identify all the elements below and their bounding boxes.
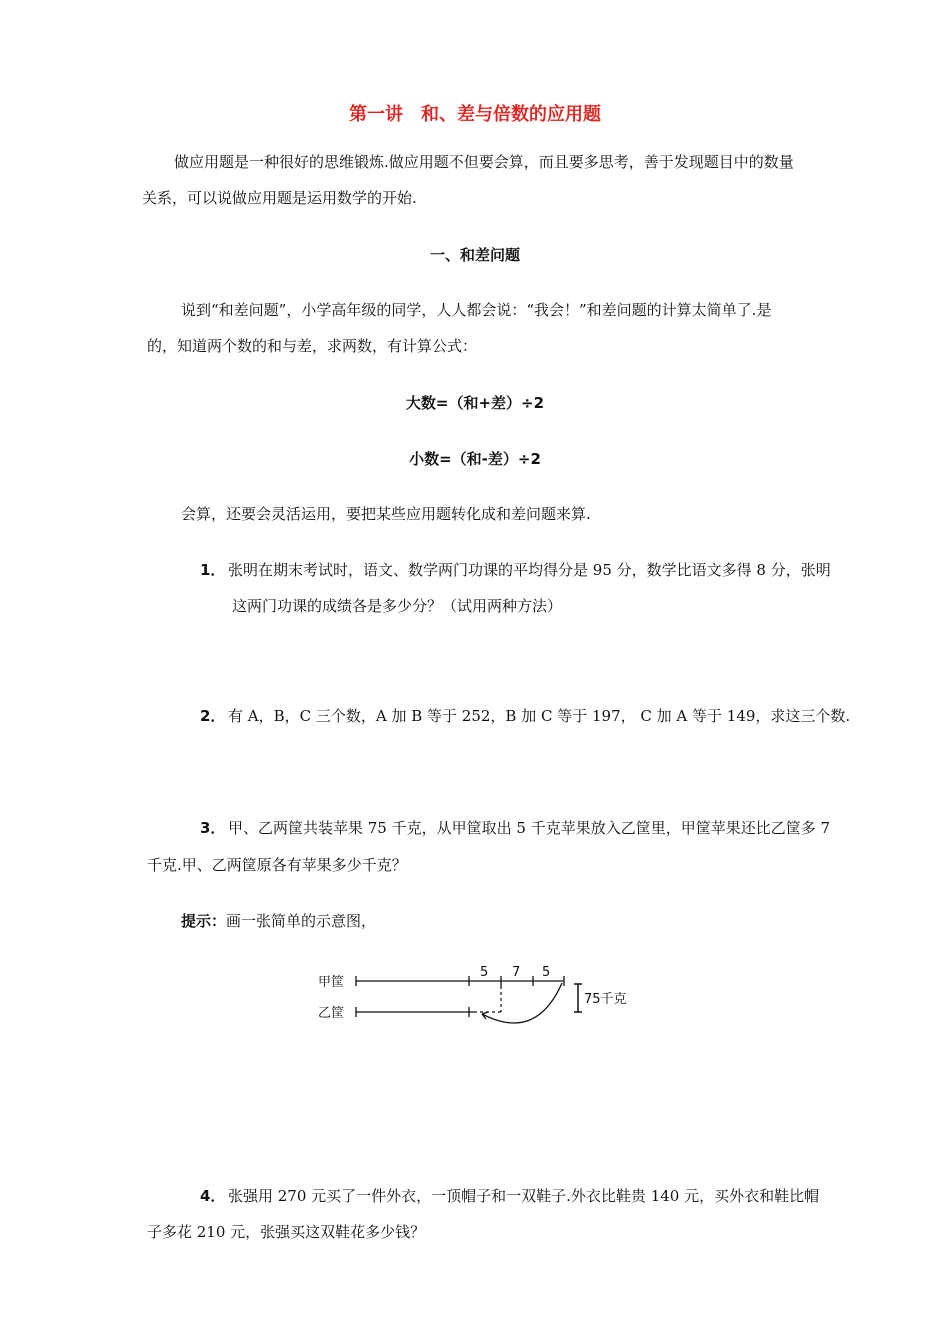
problem-text-line1: 甲、乙两筐共装苹果 75 千克，从甲筐取出 5 千克苹果放入乙筐里，甲筐苹果还比乙筐多 7 bbox=[228, 819, 831, 837]
segment-label-1: 5 bbox=[480, 965, 489, 980]
problem-text-line1: 张强用 270 元买了一件外衣，一顶帽子和一双鞋子.外衣比鞋贵 140 元，买外衣和鞋比帽 bbox=[228, 1187, 820, 1205]
problem-number: 1． bbox=[200, 561, 226, 579]
section-heading: 一、和差问题 bbox=[429, 246, 520, 264]
label-yi: 乙筐 bbox=[318, 1006, 345, 1021]
problem-number: 3． bbox=[200, 819, 226, 837]
hint-text: 画一张简单的示意图， bbox=[226, 912, 377, 930]
basket-diagram bbox=[316, 962, 646, 1042]
section-paragraph-line2: 的，知道两个数的和与差，求两数，有计算公式： bbox=[147, 337, 478, 355]
section-paragraph-2: 会算，还要会灵活运用，要把某些应用题转化成和差问题来算. bbox=[181, 505, 591, 523]
label-jia: 甲筐 bbox=[318, 975, 345, 990]
intro-paragraph-line1: 做应用题是一种很好的思维锻炼.做应用题不但要会算，而且要多思考，善于发现题目中的数量 bbox=[174, 153, 794, 171]
problem-number: 4． bbox=[200, 1187, 226, 1205]
formula-big-number: 大数=（和+差）÷2 bbox=[405, 394, 545, 412]
problem-text-line1: 有 A，B，C 三个数，A 加 B 等于 252，B 加 C 等于 197， C 加 A 等于 149，求这三个数. bbox=[228, 707, 851, 725]
page-title: 第一讲 和、差与倍数的应用题 bbox=[349, 104, 601, 125]
transfer-curve bbox=[482, 983, 562, 1023]
problem-text-line2: 这两门功课的成绩各是多少分？（试用两种方法） bbox=[232, 597, 563, 615]
total-label: 75千克 bbox=[584, 992, 627, 1007]
problem-text-line2: 子多花 210 元，张强买这双鞋花多少钱？ bbox=[147, 1223, 426, 1241]
section-paragraph-line1: 说到“和差问题”，小学高年级的同学，人人都会说：“我会！”和差问题的计算太简单了.是 bbox=[181, 301, 772, 319]
problem-text-line2: 千克.甲、乙两筐原各有苹果多少千克？ bbox=[147, 856, 407, 874]
formula-small-number: 小数=（和-差）÷2 bbox=[409, 450, 541, 468]
hint bbox=[181, 911, 376, 931]
hint-label: 提示： bbox=[181, 912, 227, 930]
problem-number: 2． bbox=[200, 707, 226, 725]
intro-paragraph-line2: 关系，可以说做应用题是运用数学的开始. bbox=[142, 189, 417, 207]
segment-label-2: 7 bbox=[512, 965, 521, 980]
problem-text-line1: 张明在期末考试时，语文、数学两门功课的平均得分是 95 分，数学比语文多得 8 分，张明 bbox=[228, 561, 831, 579]
segment-label-3: 5 bbox=[542, 965, 551, 980]
